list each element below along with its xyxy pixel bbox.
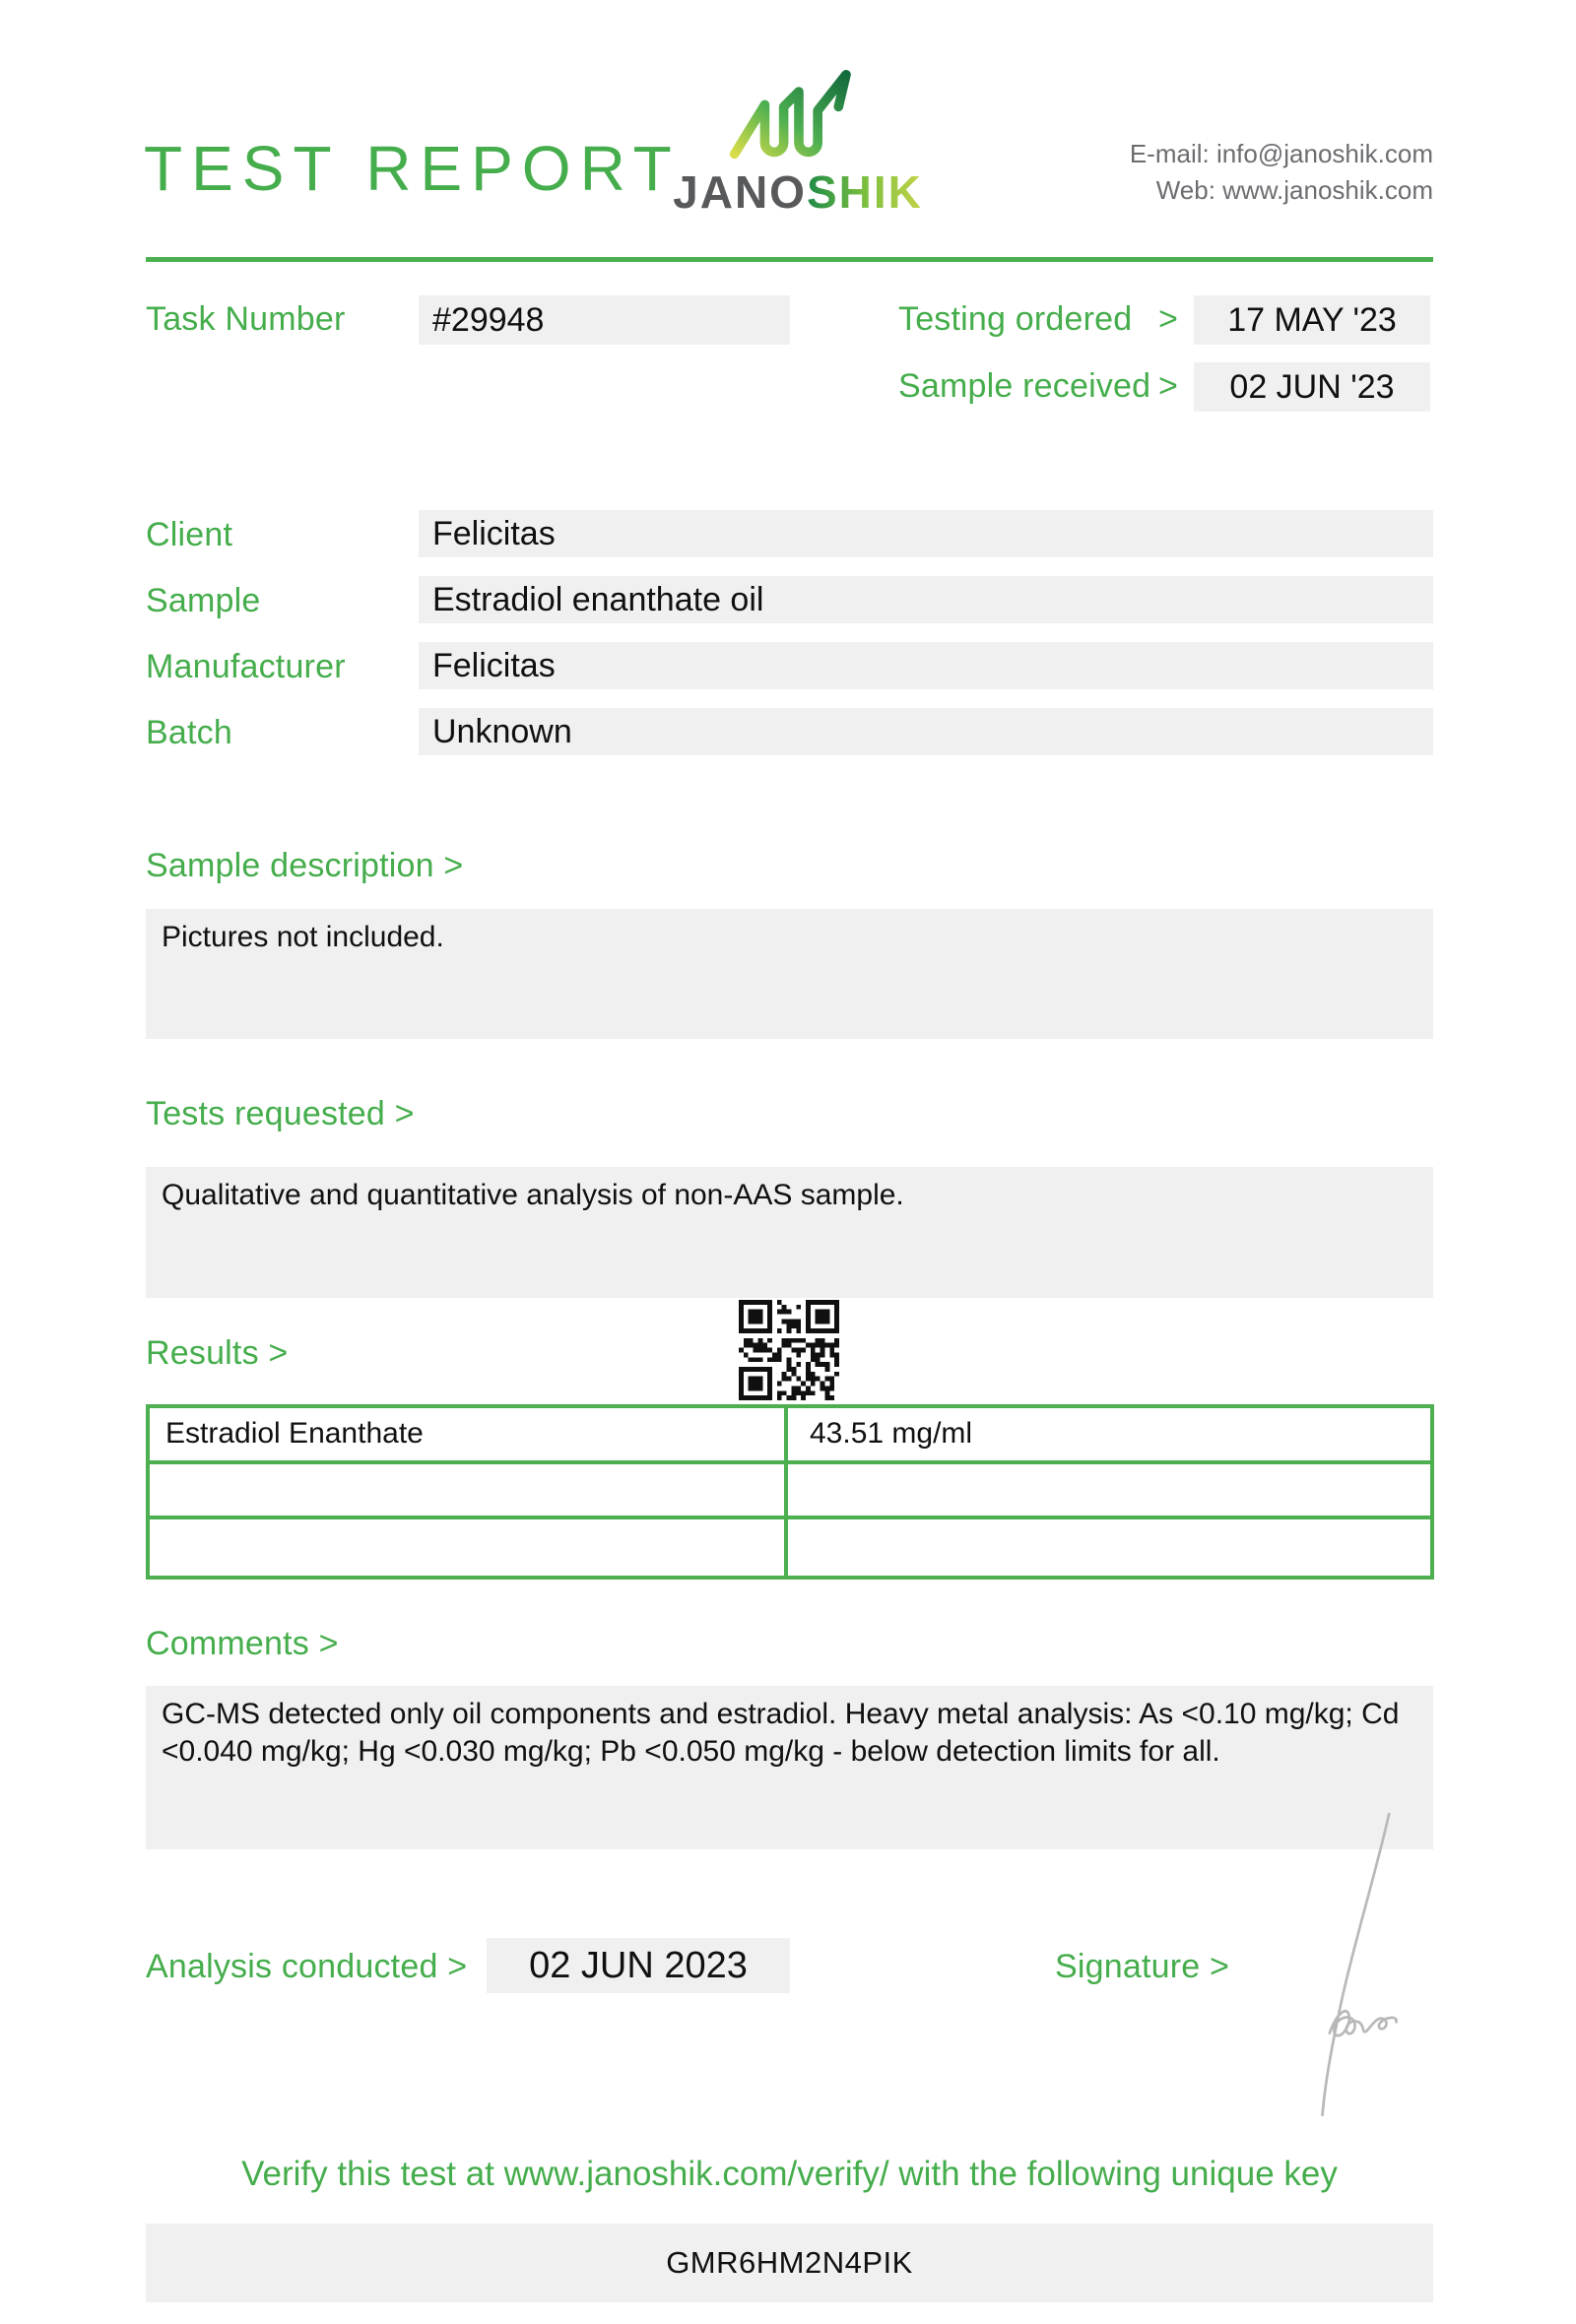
result-value-cell [788,1519,1430,1576]
sample-received-label [898,367,1178,406]
janoshik-logo [645,69,951,226]
logo-shik: SHIK [806,166,923,218]
sample-value: Estradiol enanthate oil [432,580,764,618]
sample-received-text: Sample received [898,367,1151,405]
testing-ordered-label [898,300,1178,339]
contact-web: Web: www.janoshik.com [1155,175,1433,205]
manufacturer-value: Felicitas [432,646,556,684]
sample-description-heading: Sample description > [146,847,464,884]
result-value-cell [788,1464,1430,1520]
analysis-date-value: 02 JUN 2023 [529,1944,748,1986]
sample-received-field [1194,362,1430,412]
header-divider [146,257,1433,262]
tests-requested-heading: Tests requested > [146,1095,415,1132]
growth-chart-arrow-icon [724,69,872,163]
page-title: TEST REPORT [144,133,681,204]
sample-description-box [146,909,1433,1039]
client-value: Felicitas [432,514,556,552]
testing-ordered-field [1194,295,1430,345]
batch-value: Unknown [432,712,572,750]
verify-key-box [146,2224,1433,2302]
handwritten-signature-icon [1290,1810,1404,2117]
task-number-value: #29948 [432,300,545,339]
sample-field [419,576,1433,623]
sample-label: Sample [146,582,261,619]
client-field [419,510,1433,557]
tests-requested-text: Qualitative and quantitative analysis of non-AAS sample. [162,1179,904,1211]
manufacturer-field [419,642,1433,689]
contact-block [1130,136,1433,209]
comments-heading: Comments > [146,1625,339,1662]
analysis-conducted-label: Analysis conducted > [146,1948,468,1985]
testing-ordered-text: Testing ordered [898,300,1133,338]
client-label: Client [146,516,233,553]
results-heading: Results > [146,1334,289,1372]
sample-received-arrow: > [1157,367,1178,405]
signature-label: Signature > [1055,1948,1230,1985]
contact-email: E-mail: info@janoshik.com [1129,139,1433,168]
sample-received-value: 02 JUN '23 [1229,367,1395,406]
tests-requested-box [146,1167,1433,1298]
result-name-cell [150,1519,788,1576]
verify-key-value: GMR6HM2N4PIK [666,2245,913,2280]
verify-instructions: Verify this test at www.janoshik.com/verify/ with the following unique key [241,2155,1338,2193]
results-table [146,1404,1434,1580]
analysis-date-field [487,1938,790,1993]
batch-field [419,708,1433,755]
logo-wordmark [645,165,951,219]
result-name-cell [150,1464,788,1520]
testing-ordered-arrow: > [1157,300,1178,338]
comments-box [146,1686,1433,1849]
task-number-label: Task Number [146,300,346,338]
manufacturer-label: Manufacturer [146,648,346,685]
batch-label: Batch [146,714,232,751]
comments-text: GC-MS detected only oil components and estradiol. Heavy metal analysis: As <0.10 mg/kg; Cd <0.040 mg/kg; Hg <0.030 mg/kg; Pb <0.050 mg/kg - below detection limits for all. [162,1698,1400,1768]
task-number-field [419,295,790,345]
logo-jano: JANO [673,166,807,218]
result-value-cell: 43.51 mg/ml [788,1408,1430,1464]
result-name-cell: Estradiol Enanthate [150,1408,788,1464]
qr-code-icon [739,1300,839,1400]
testing-ordered-value: 17 MAY '23 [1227,300,1397,339]
sample-description-text: Pictures not included. [162,921,444,953]
